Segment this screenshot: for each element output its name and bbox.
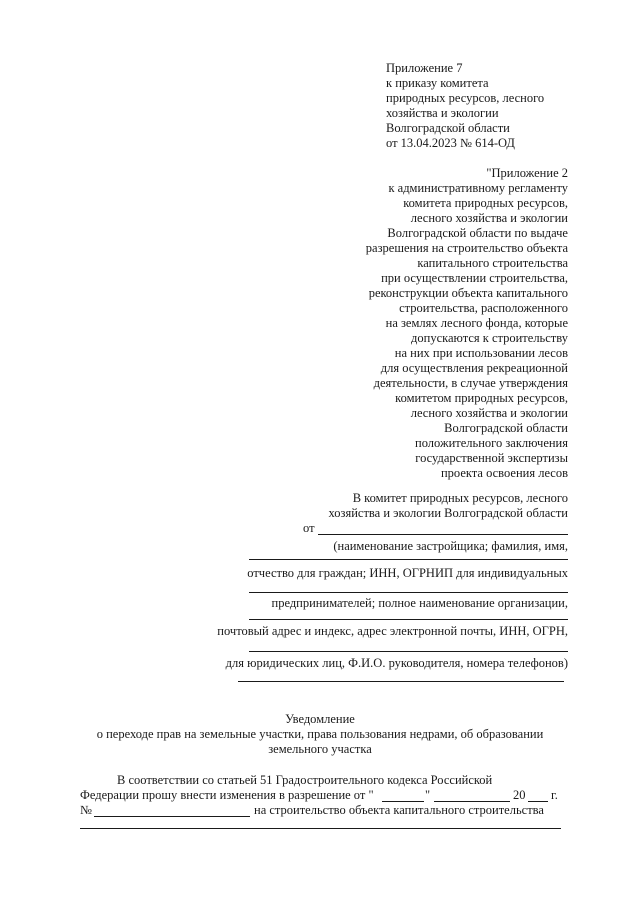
year-prefix: 20 (513, 788, 526, 802)
attachment-2-line: для осуществления рекреационной (380, 361, 568, 375)
permit-month-field[interactable] (434, 801, 510, 802)
attachment-2-line: Волгоградской области по выдаче (387, 226, 568, 240)
attachment-7-line: к приказу комитета (386, 76, 489, 90)
attachment-2-line: комитетом природных ресурсов, (395, 391, 568, 405)
attachment-7-line: хозяйства и экологии (386, 106, 499, 120)
addressee-line: В комитет природных ресурсов, лесного (352, 491, 568, 505)
body-line: В соответствии со статьей 51 Градостроительного кодекса Российской (117, 773, 493, 787)
attachment-2-line: капитального строительства (417, 256, 568, 270)
year-suffix: г. (551, 788, 558, 802)
attachment-2-line: допускаются к строительству (411, 331, 568, 345)
attachment-2-line: на них при использовании лесов (394, 346, 568, 360)
attachment-2-line: Волгоградской области (444, 421, 568, 435)
attachment-2-line: при осуществлении строительства, (381, 271, 568, 285)
object-name-field[interactable] (80, 828, 561, 829)
body-line: на строительство объекта капитального строительства (254, 803, 544, 817)
attachment-7-line: Приложение 7 (386, 61, 463, 75)
applicant-hint: почтовый адрес и индекс, адрес электронной почты, ИНН, ОГРН, (217, 624, 568, 638)
attachment-2-line: реконструкции объекта капитального (368, 286, 568, 300)
notice-subtitle: земельного участка (268, 742, 372, 756)
notice-title: Уведомление (285, 712, 355, 726)
attachment-2-line: комитета природных ресурсов, (403, 196, 568, 210)
notice-subtitle: о переходе прав на земельные участки, права пользования недрами, об образовании (96, 727, 544, 741)
attachment-2-line: лесного хозяйства и экологии (410, 406, 568, 420)
attachment-2-line: положительного заключения (415, 436, 568, 450)
attachment-7-line: Волгоградской области (386, 121, 510, 135)
attachment-7-line: от 13.04.2023 № 614-ОД (386, 136, 515, 150)
attachment-2-line: строительства, расположенного (399, 301, 568, 315)
attachment-2-line: "Приложение 2 (486, 166, 568, 180)
permit-year-field[interactable] (528, 801, 548, 802)
applicant-line-field[interactable] (249, 592, 568, 593)
applicant-hint: (наименование застройщика; фамилия, имя, (333, 539, 568, 553)
applicant-hint: отчество для граждан; ИНН, ОГРНИП для индивидуальных (247, 566, 568, 580)
addressee-line: хозяйства и экологии Волгоградской области (328, 506, 568, 520)
applicant-line-field[interactable] (249, 559, 568, 560)
body-line: Федерации прошу внести изменения в разрешение от " (80, 788, 374, 802)
attachment-2-line: лесного хозяйства и экологии (410, 211, 568, 225)
number-label: № (80, 803, 92, 817)
applicant-line-field[interactable] (238, 681, 564, 682)
applicant-line-field[interactable] (249, 619, 568, 620)
attachment-2-line: к административному регламенту (388, 181, 568, 195)
permit-number-field[interactable] (94, 816, 250, 817)
attachment-7-line: природных ресурсов, лесного (386, 91, 545, 105)
applicant-hint: для юридических лиц, Ф.И.О. руководителя, номера телефонов) (225, 656, 568, 670)
attachment-2-line: деятельности, в случае утверждения (373, 376, 568, 390)
attachment-2-line: государственной экспертизы (415, 451, 568, 465)
applicant-name-field[interactable] (318, 534, 568, 535)
attachment-2-line: проекта освоения лесов (440, 466, 568, 480)
applicant-hint: предпринимателей; полное наименование организации, (271, 596, 568, 610)
applicant-line-field[interactable] (249, 651, 568, 652)
from-label: от (303, 521, 315, 535)
permit-day-field[interactable] (382, 801, 424, 802)
attachment-2-line: разрешения на строительство объекта (365, 241, 568, 255)
quote-mark: " (425, 788, 431, 802)
attachment-2-line: на землях лесного фонда, которые (385, 316, 568, 330)
